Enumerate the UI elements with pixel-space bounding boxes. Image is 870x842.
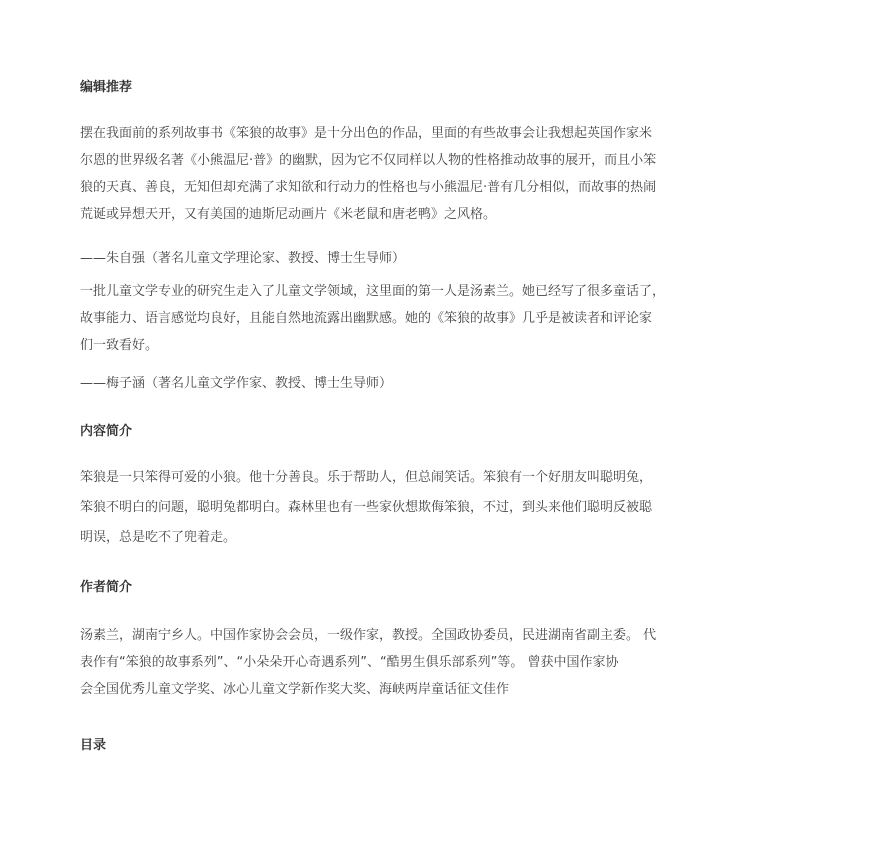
text-line: 尔恩的世界级名著《小熊温尼·普》的幽默，因为它不仅同样以人物的性格推动故事的展开，而且小笨 xyxy=(80,153,657,168)
text-line: 笨狼是一只笨得可爱的小狼。他十分善良。乐于帮助人，但总闹笑话。笨狼有一个好朋友叫聪明兔， xyxy=(80,470,653,485)
text-line: 故事能力、语言感觉均良好，且能自然地流露出幽默感。她的《笨狼的故事》几乎是被读者和评论家 xyxy=(80,311,653,326)
text-line: 笨狼不明白的问题，聪明兔都明白。森林里也有一些家伙想欺侮笨狼，不过，到头来他们聪明反被聪 xyxy=(80,500,653,515)
author-paragraph xyxy=(80,628,796,698)
text-line: 一批儿童文学专业的研究生走入了儿童文学领域，这里面的第一人是汤素兰。她已经写了很多童话了， xyxy=(80,284,666,299)
text-line: 表作有“笨狼的故事系列”、“小朵朵开心奇遇系列”、“酷男生俱乐部系列”等。 曾获中国作家协 xyxy=(80,655,619,670)
signature-mei-zihan: ——梅子涵（著名儿童文学作家、教授、博士生导师） xyxy=(80,376,393,391)
recommend-paragraph-1 xyxy=(80,126,796,223)
text-line: 会全国优秀儿童文学奖、冰心儿童文学新作奖大奖、海峡两岸童话征文佳作 xyxy=(80,682,510,697)
text-line: 明误，总是吃不了兜着走。 xyxy=(80,530,237,545)
signature-zhu-ziqiang: ——朱自强（著名儿童文学理论家、教授、博士生导师） xyxy=(80,251,406,266)
text-line: 们一致看好。 xyxy=(80,338,159,353)
text-line: 汤素兰，湖南宁乡人。中国作家协会会员，一级作家，教授。全国政协委员，民进湖南省副主委。 代 xyxy=(80,628,657,643)
intro-paragraph xyxy=(80,470,796,546)
section-heading-toc: 目录 xyxy=(80,738,107,753)
section-heading-intro: 内容简介 xyxy=(80,424,133,439)
section-heading-recommend: 编辑推荐 xyxy=(80,80,133,95)
section-heading-author: 作者简介 xyxy=(80,580,133,595)
text-line: 荒诞或异想天开，又有美国的迪斯尼动画片《米老鼠和唐老鸭》之风格。 xyxy=(80,207,497,222)
recommend-paragraph-2 xyxy=(80,284,796,354)
text-line: 狼的天真、善良，无知但却充满了求知欲和行动力的性格也与小熊温尼·普有几分相似，而故事的热闹 xyxy=(80,180,657,195)
text-line: 摆在我面前的系列故事书《笨狼的故事》是十分出色的作品，里面的有些故事会让我想起英国作家米 xyxy=(80,126,653,141)
